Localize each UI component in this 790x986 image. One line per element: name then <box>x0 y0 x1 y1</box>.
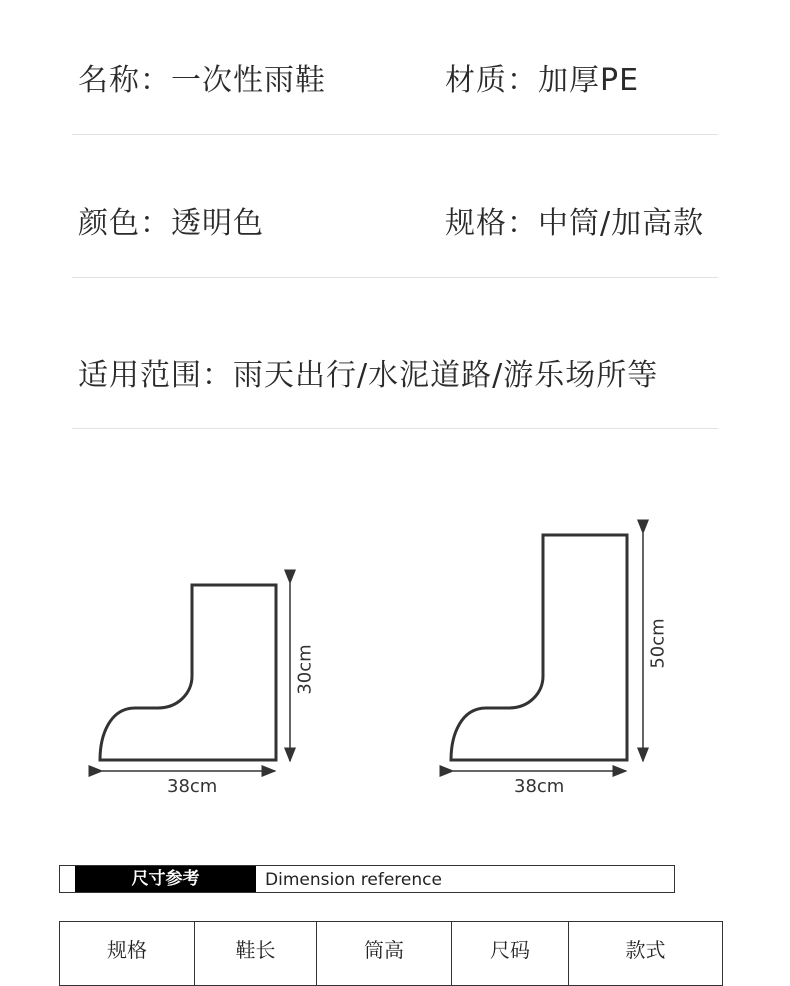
table-header: 鞋长 <box>195 922 317 986</box>
table-header: 款式 <box>569 922 723 986</box>
table-header: 筒高 <box>317 922 452 986</box>
dimension-reference-bar <box>59 865 675 893</box>
size-table <box>59 921 723 986</box>
width-label-right: 38cm <box>514 776 565 797</box>
spec-color: 颜色：透明色 <box>78 206 264 241</box>
table-header: 规格 <box>60 922 195 986</box>
table-header-row <box>60 922 723 986</box>
width-label-left: 38cm <box>167 776 218 797</box>
boot-tall-outline <box>451 535 627 760</box>
spec-material: 材质：加厚PE <box>445 63 640 98</box>
boot-mid-outline <box>100 585 276 760</box>
spec-size: 规格：中筒/加高款 <box>445 206 705 241</box>
spec-scope: 适用范围：雨天出行/水泥道路/游乐场所等 <box>78 358 659 393</box>
height-label-left: 30cm <box>294 644 316 695</box>
dimension-reference-label-en: Dimension reference <box>265 870 442 890</box>
table-header: 尺码 <box>452 922 569 986</box>
dimension-reference-label-cn: 尺寸参考 <box>75 866 256 892</box>
spec-name: 名称：一次性雨鞋 <box>78 63 326 98</box>
height-label-right: 50cm <box>647 618 669 669</box>
